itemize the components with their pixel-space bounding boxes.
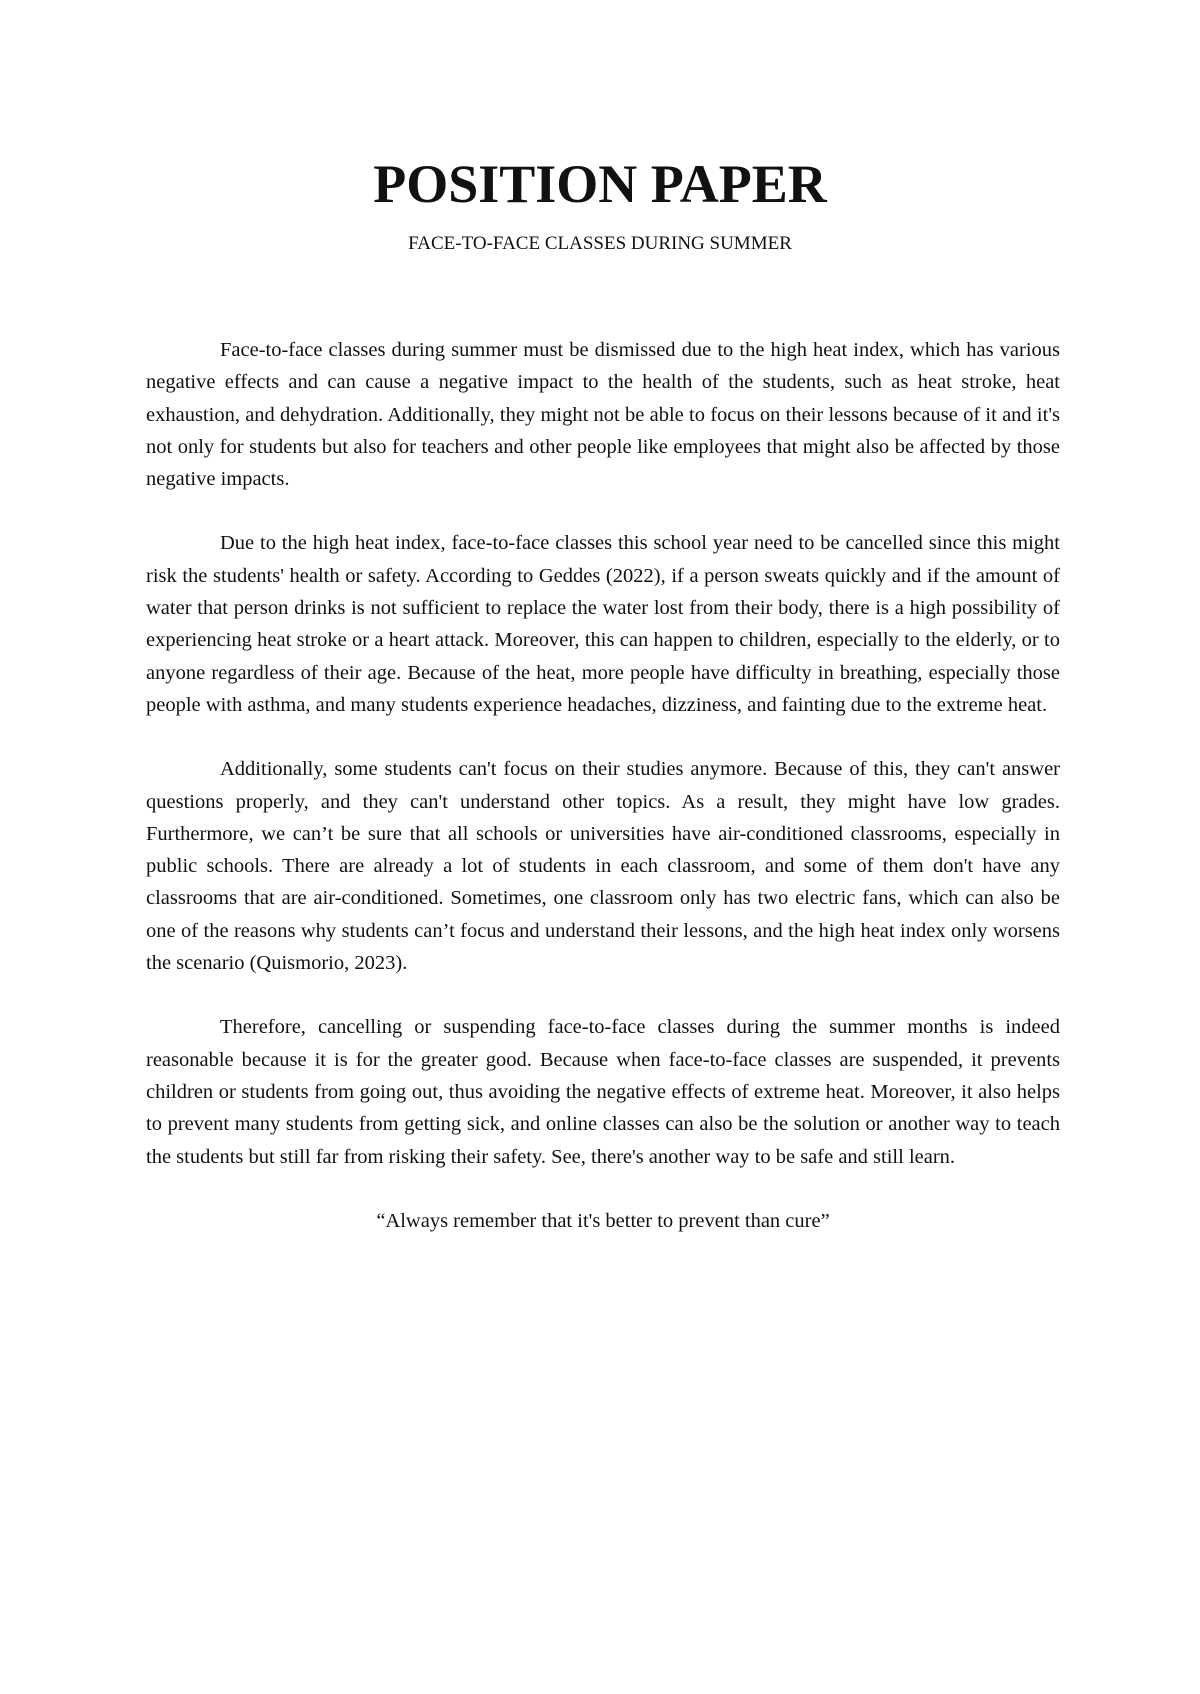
paragraph-3: Additionally, some students can't focus on their studies anymore. Because of this, they can't answer questions properly, and they can't understand other topics. As a result, they might have low grades. Furthermore, we can’t be sure that all schools or universities have air-conditioned classrooms, especially in public schools. There are already a lot of students in each classroom, and some of them don't have any classrooms that are air-conditioned. Sometimes, one classroom only has two electric fans, which can also be one of the reasons why students can’t focus and understand their lessons, and the high heat index only worsens the scenario (Quismorio, 2023). [146, 758, 1060, 975]
paragraph-4: Therefore, cancelling or suspending face-to-face classes during the summer months is indeed reasonable because it is for the greater good. Because when face-to-face classes are suspended, it prevents children or students from going out, thus avoiding the negative effects of extreme heat. Moreover, it also helps to prevent many students from getting sick, and online classes can also be the solution or another way to teach the students but still far from risking their safety. See, there's another way to be safe and still learn. [146, 1016, 1060, 1168]
document-body [146, 334, 1060, 1237]
document-title: POSITION PAPER [373, 154, 827, 214]
document-subtitle: FACE-TO-FACE CLASSES DURING SUMMER [408, 233, 792, 254]
paragraph-1: Face-to-face classes during summer must be dismissed due to the high heat index, which has various negative effects and can cause a negative impact to the health of the students, such as heat stroke, heat exhaustion, and dehydration. Additionally, they might not be able to focus on their lessons because of it and it's not only for students but also for teachers and other people like employees that might also be affected by those negative impacts. [146, 339, 1060, 491]
closing-quote: “Always remember that it's better to prevent than cure” [376, 1209, 830, 1232]
paragraph-2: Due to the high heat index, face-to-face classes this school year need to be cancelled since this might risk the students' health or safety. According to Geddes (2022), if a person sweats quickly and if the amount of water that person drinks is not sufficient to replace the water lost from their body, there is a high possibility of experiencing heat stroke or a heart attack. Moreover, this can happen to children, especially to the elderly, or to anyone regardless of their age. Because of the heat, more people have difficulty in breathing, especially those people with asthma, and many students experience headaches, dizziness, and fainting due to the extreme heat. [146, 532, 1060, 716]
